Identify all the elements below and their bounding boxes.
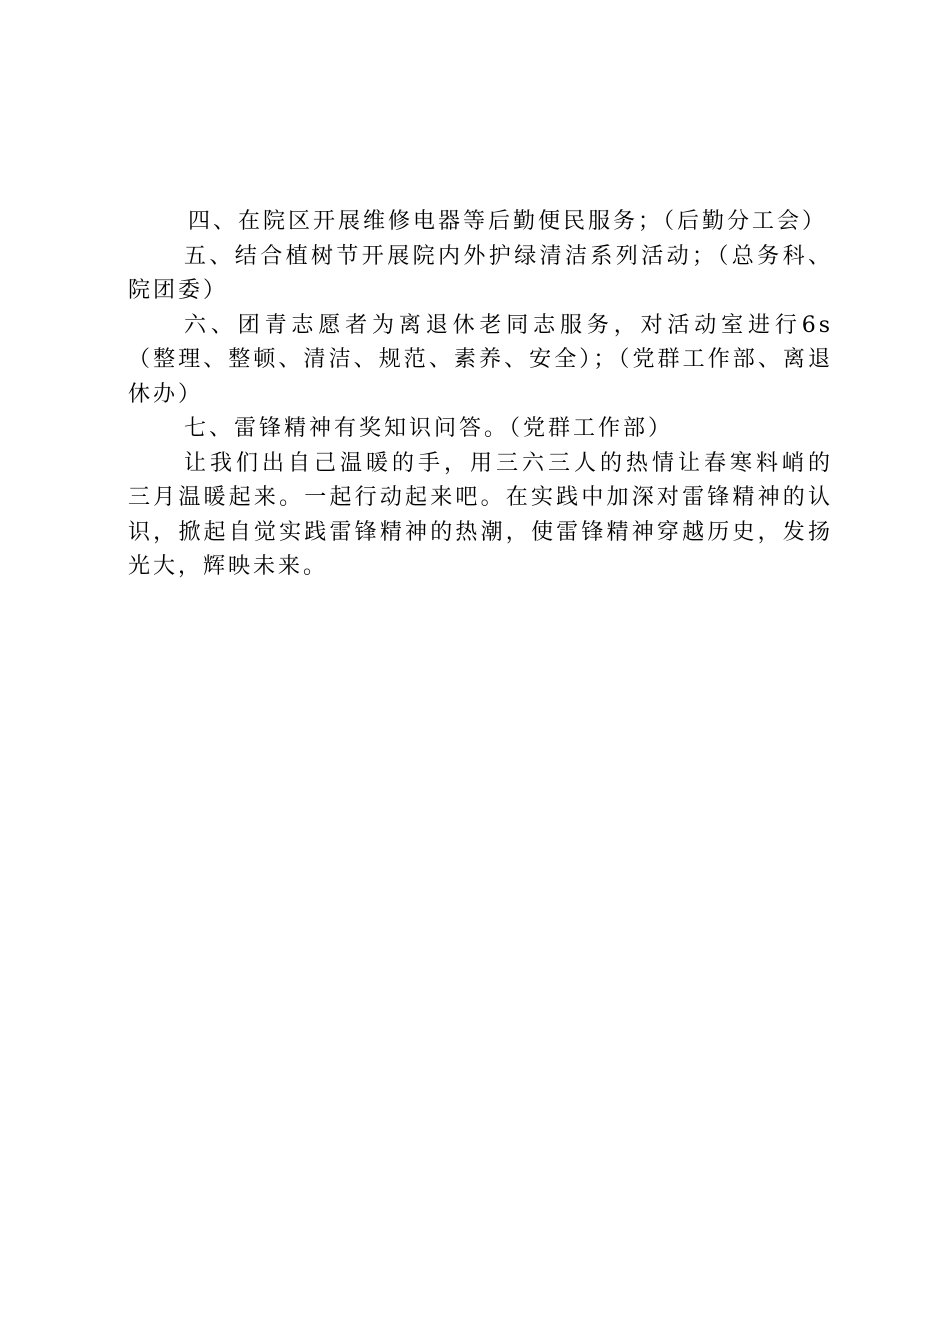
document-body bbox=[128, 205, 833, 585]
paragraph-item-5: 五、结合植树节开展院内外护绿清洁系列活动；（总务科、院团委） bbox=[128, 243, 833, 303]
closing-paragraph: 让我们出自己温暖的手，用三六三人的热情让春寒料峭的三月温暖起来。一起行动起来吧。在实践中加深对雷锋精神的认识，掀起自觉实践雷锋精神的热潮，使雷锋精神穿越历史，发扬光大，辉映未来。 bbox=[128, 450, 833, 579]
paragraph-item-6: 六、团青志愿者为离退休老同志服务，对活动室进行6s（整理、整顿、清洁、规范、素养、安全）；（党群工作部、离退休办） bbox=[128, 312, 833, 407]
paragraph-item-4: 四、在院区开展维修电器等后勤便民服务；（后勤分工会） bbox=[188, 209, 828, 234]
paragraph-item-7: 七、雷锋精神有奖知识问答。（党群工作部） bbox=[184, 416, 674, 441]
